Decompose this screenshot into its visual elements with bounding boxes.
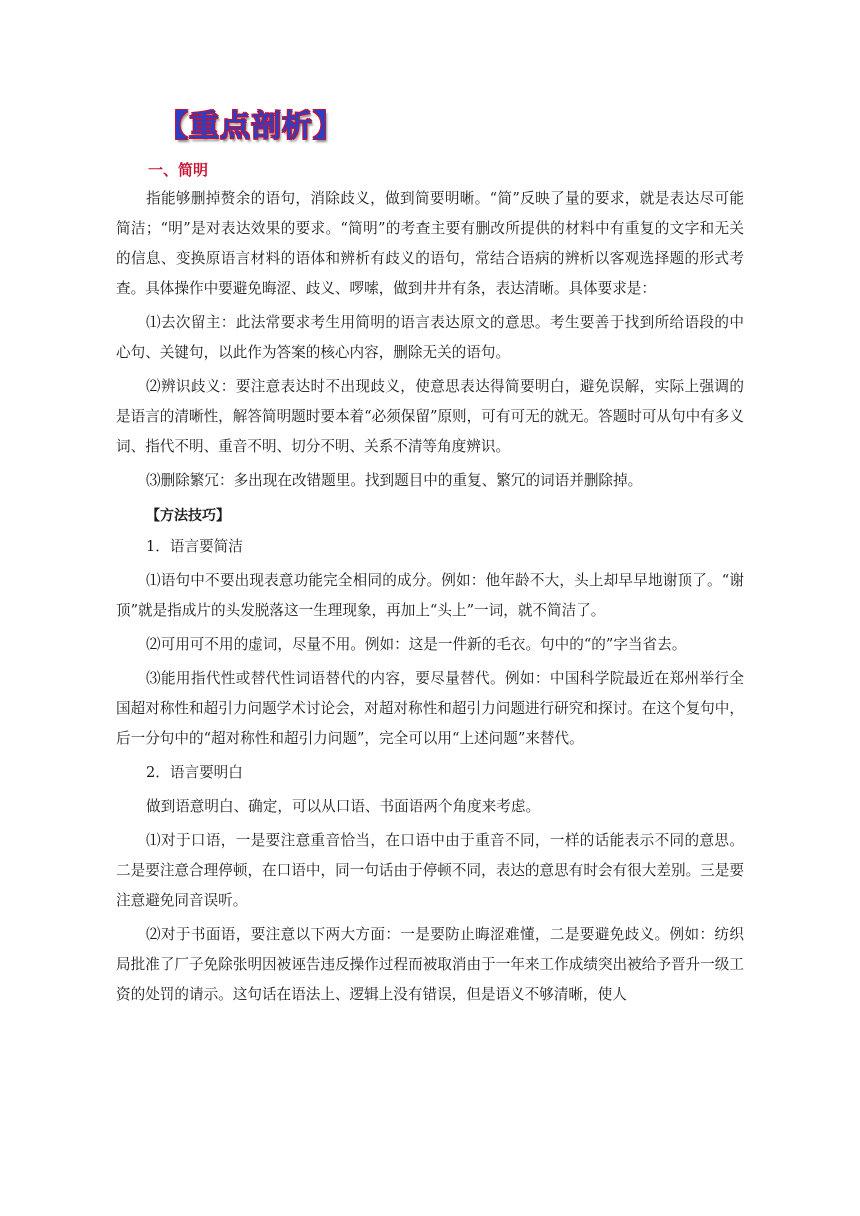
section-heading-concise: 一、简明 — [148, 161, 209, 179]
concise-point-1: ⑴语句中不要出现表意功能完全相同的成分。例如：他年龄不大，头上却早早地谢顶了。“谢顶”就是指成片的头发脱落这一生理现象，再加上“头上”一词，就不简洁了。 — [116, 572, 744, 619]
subsection-title-concise: 1．语言要简洁 — [146, 538, 243, 555]
requirement-item-3: ⑶删除繁冗：多出现在改错题里。找到题目中的重复、繁冗的词语并删除掉。 — [146, 472, 643, 489]
concise-point-3: ⑶能用指代性或替代性词语替代的内容，要尽量替代。例如：中国科学院最近在郑州举行全国超对称性和超引力问题学术讨论会，对超对称性和超引力问题进行研究和探讨。在这个复句中，后一分句中的“超对称性和超引力问题”，完全可以用“上述问题”来替代。 — [116, 670, 744, 747]
clear-point-2: ⑵对于书面语，要注意以下两大方面：一是要防止晦涩难懂，二是要避免歧义。例如：纺织局批准了厂子免除张明因被诬告违反操作过程而被取消由于一年来工作成绩突出被给予晋升一级工资的处罚的请示。这句话在语法上、逻辑上没有错误，但是语义不够清晰，使人 — [116, 926, 744, 1003]
section-banner: 【重点剖析】 — [158, 109, 344, 144]
subsection-title-clear: 2．语言要明白 — [146, 764, 243, 781]
document-content — [116, 104, 744, 1010]
requirement-item-2: ⑵辨识歧义：要注意表达时不出现歧义，使意思表达得简要明白，避免误解，实际上强调的是语言的清晰性，解答简明题时要本着“必须保留”原则，可有可无的就无。答题时可从句中有多义词、指代不明、重音不明、切分不明、关系不清等角度辨识。 — [116, 378, 744, 455]
clear-intro: 做到语意明白、确定，可以从口语、书面语两个角度来考虑。 — [146, 798, 541, 815]
clear-point-1: ⑴对于口语，一是要注意重音恰当，在口语中由于重音不同，一样的话能表示不同的意思。二是要注意合理停顿，在口语中，同一句话由于停顿不同，表达的意思有时会有很大差别。三是要注意避免同音误听。 — [116, 832, 744, 909]
intro-paragraph: 指能够删掉赘余的语句，消除歧义，做到简要明晰。“简”反映了量的要求，就是表达尽可能简洁；“明”是对表达效果的要求。“简明”的考查主要有删改所提供的材料中有重复的文字和无关的信息、变换原语言材料的语体和辨析有歧义的语句，常结合语病的辨析以客观选择题的形式考查。具体操作中要避免晦涩、歧义、啰嗦，做到井井有条，表达清晰。具体要求是： — [116, 190, 744, 297]
requirement-item-1: ⑴去次留主：此法常要求考生用简明的语言表达原文的意思。考生要善于找到所给语段的中心句、关键句，以此作为答案的核心内容，删除无关的语句。 — [116, 314, 744, 361]
methods-heading: 【方法技巧】 — [146, 508, 230, 524]
concise-point-2: ⑵可用可不用的虚词，尽量不用。例如：这是一件新的毛衣。句中的“的”字当省去。 — [146, 636, 687, 653]
